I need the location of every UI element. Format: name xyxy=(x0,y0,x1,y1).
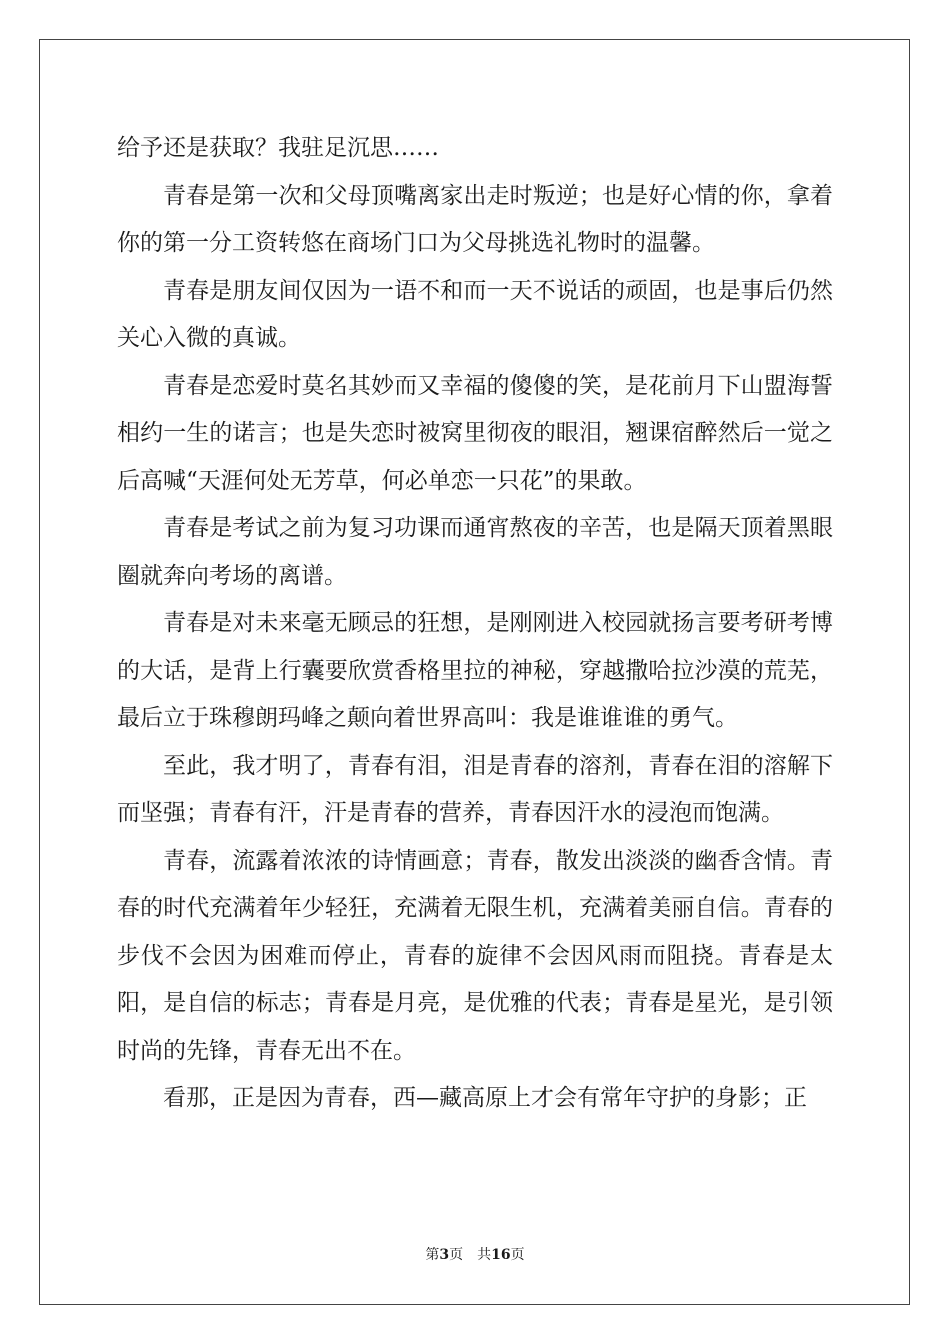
paragraph: 青春是恋爱时莫名其妙而又幸福的傻傻的笑，是花前月下山盟海誓相约一生的诺言；也是失恋时被窝里彻夜的眼泪，翘课宿醉然后一觉之后高喊“天涯何处无芳草，何必单恋一只花”的果敢。 xyxy=(117,372,833,494)
paragraph: 至此，我才明了，青春有泪，泪是青春的溶剂，青春在泪的溶解下而坚强；青春有汗，汗是青春的营养，青春因汗水的浸泡而饱满。 xyxy=(117,752,833,826)
page-number: 3 xyxy=(439,1247,450,1263)
document-body xyxy=(117,125,833,1123)
paragraph: 看那，正是因为青春，西—藏高原上才会有常年守护的身影；正 xyxy=(163,1085,807,1111)
paragraph: 给予还是获取？我驻足沉思…… xyxy=(117,135,439,161)
paragraph: 青春，流露着浓浓的诗情画意；青春，散发出淡淡的幽香含情。青春的时代充满着年少轻狂，充满着无限生机，充满着美丽自信。青春的步伐不会因为困难而停止，青春的旋律不会因风雨而阻挠。青春是太阳，是自信的标志；青春是月亮，是优雅的代表；青春是星光，是引领时尚的先锋，青春无出不在。 xyxy=(117,847,833,1064)
total-pages: 16 xyxy=(491,1247,511,1263)
paragraph: 青春是第一次和父母顶嘴离家出走时叛逆；也是好心情的你，拿着你的第一分工资转悠在商场门口为父母挑选礼物时的温馨。 xyxy=(117,182,833,256)
paragraph: 青春是朋友间仅因为一语不和而一天不说话的顽固，也是事后仍然关心入微的真诚。 xyxy=(117,277,833,351)
paragraph: 青春是考试之前为复习功课而通宵熬夜的辛苦，也是隔天顶着黑眼圈就奔向考场的离谱。 xyxy=(117,515,833,589)
page-footer xyxy=(0,1244,950,1264)
paragraph: 青春是对未来毫无顾忌的狂想，是刚刚进入校园就扬言要考研考博的大话，是背上行囊要欣赏香格里拉的神秘，穿越撒哈拉沙漠的荒芜，最后立于珠穆朗玛峰之颠向着世界高叫：我是谁谁谁的勇气。 xyxy=(117,610,833,731)
total-prefix: 共 xyxy=(477,1247,492,1263)
page-suffix: 页 xyxy=(449,1247,464,1263)
total-suffix: 页 xyxy=(510,1247,525,1263)
page-prefix: 第 xyxy=(425,1247,440,1263)
